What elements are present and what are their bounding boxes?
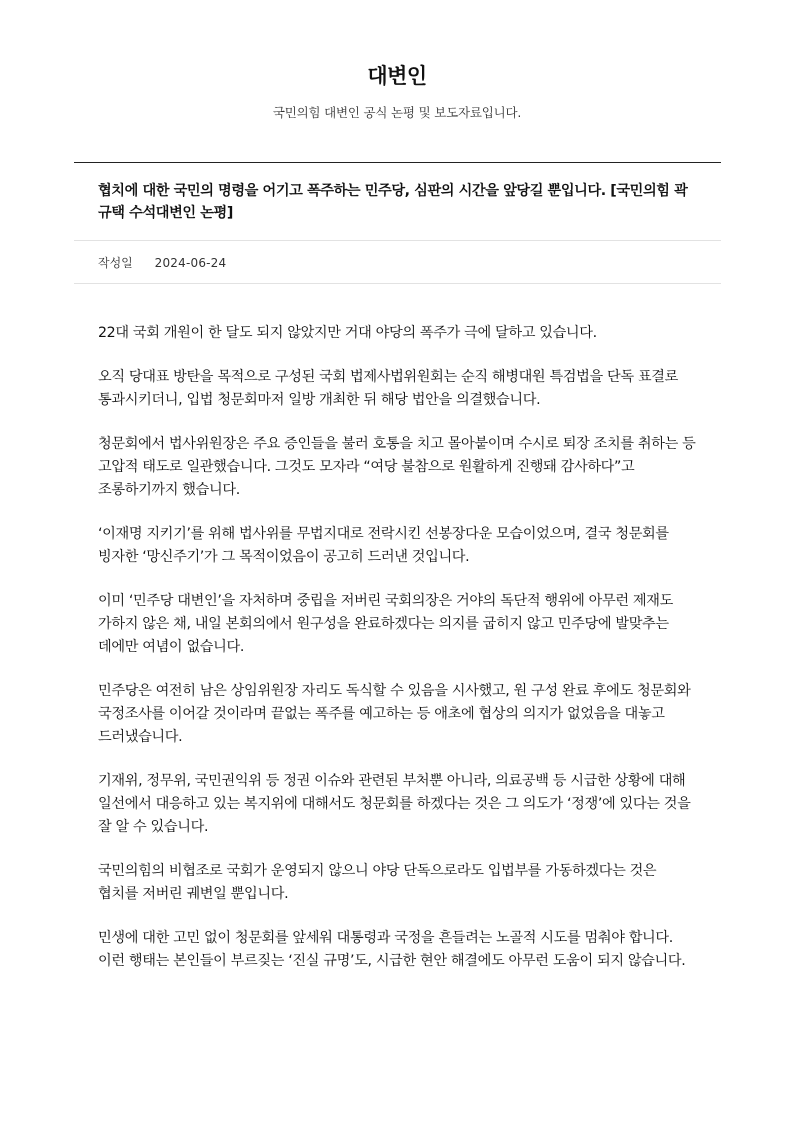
date-label: 작성일 — [98, 256, 133, 270]
article-body — [98, 322, 696, 994]
site-subtitle: 국민의힘 대변인 공식 논평 및 보도자료입니다. — [272, 105, 522, 120]
date-value: 2024-06-24 — [154, 256, 227, 270]
body-paragraph: 오직 당대표 방탄을 목적으로 구성된 국회 법제사법위원회는 순직 해병대원 특검법을 단독 표결로 통과시키더니, 입법 청문회마저 일방 개최한 뒤 해당 법안을 의결했습니다. — [98, 369, 678, 408]
article-title: 협치에 대한 국민의 명령을 어기고 폭주하는 민주당, 심판의 시간을 앞당길 뿐입니다. [국민의힘 곽규택 수석대변인 논평] — [98, 183, 688, 221]
body-paragraph: 22대 국회 개원이 한 달도 되지 않았지만 거대 야당의 폭주가 극에 달하고 있습니다. — [98, 325, 597, 341]
body-paragraph: 민주당은 여전히 남은 상임위원장 자리도 독식할 수 있음을 시사했고, 원 구성 완료 후에도 청문회와 국정조사를 이어갈 것이라며 끝없는 폭주를 예고하는 등 애초에 협상의 의지가 없었음을 대놓고 드러냈습니다. — [98, 683, 691, 745]
meta-divider — [74, 283, 721, 284]
article-meta — [98, 254, 226, 271]
body-paragraph: 이미 ‘민주당 대변인’을 자처하며 중립을 저버린 국회의장은 거야의 독단적 행위에 아무런 제재도 가하지 않은 채, 내일 본회의에서 원구성을 완료하겠다는 의지를 굽히지 않고 민주당에 발맞추는 데에만 여념이 없습니다. — [98, 593, 673, 655]
body-paragraph: 청문회에서 법사위원장은 주요 증인들을 불러 호통을 치고 몰아붙이며 수시로 퇴장 조치를 취하는 등 고압적 태도로 일관했습니다. 그것도 모자라 “여당 불참으로 원활하게 진행돼 감사하다”고 조롱하기까지 했습니다. — [98, 436, 696, 498]
title-divider — [74, 240, 721, 241]
body-paragraph: 민생에 대한 고민 없이 청문회를 앞세워 대통령과 국정을 흔들려는 노골적 시도를 멈춰야 합니다. 이런 행태는 본인들이 부르짖는 ‘진실 규명’도, 시급한 현안 해결에도 아무런 도움이 되지 않습니다. — [98, 930, 686, 969]
body-paragraph: 국민의힘의 비협조로 국회가 운영되지 않으니 야당 단독으로라도 입법부를 가동하겠다는 것은 협치를 저버린 궤변일 뿐입니다. — [98, 863, 657, 902]
body-paragraph: ‘이재명 지키기’를 위해 법사위를 무법지대로 전락시킨 선봉장다운 모습이었으며, 결국 청문회를 빙자한 ‘망신주기’가 그 목적이었음이 공고히 드러낸 것입니다. — [98, 526, 669, 565]
site-title: 대변인 — [367, 64, 427, 88]
body-paragraph: 기재위, 정무위, 국민권익위 등 정권 이슈와 관련된 부처뿐 아니라, 의료공백 등 시급한 상황에 대해 일선에서 대응하고 있는 복지위에 대해서도 청문회를 하겠다는 것은 그 의도가 ‘정쟁’에 있다는 것을 잘 알 수 있습니다. — [98, 773, 691, 835]
header-divider — [74, 162, 721, 163]
